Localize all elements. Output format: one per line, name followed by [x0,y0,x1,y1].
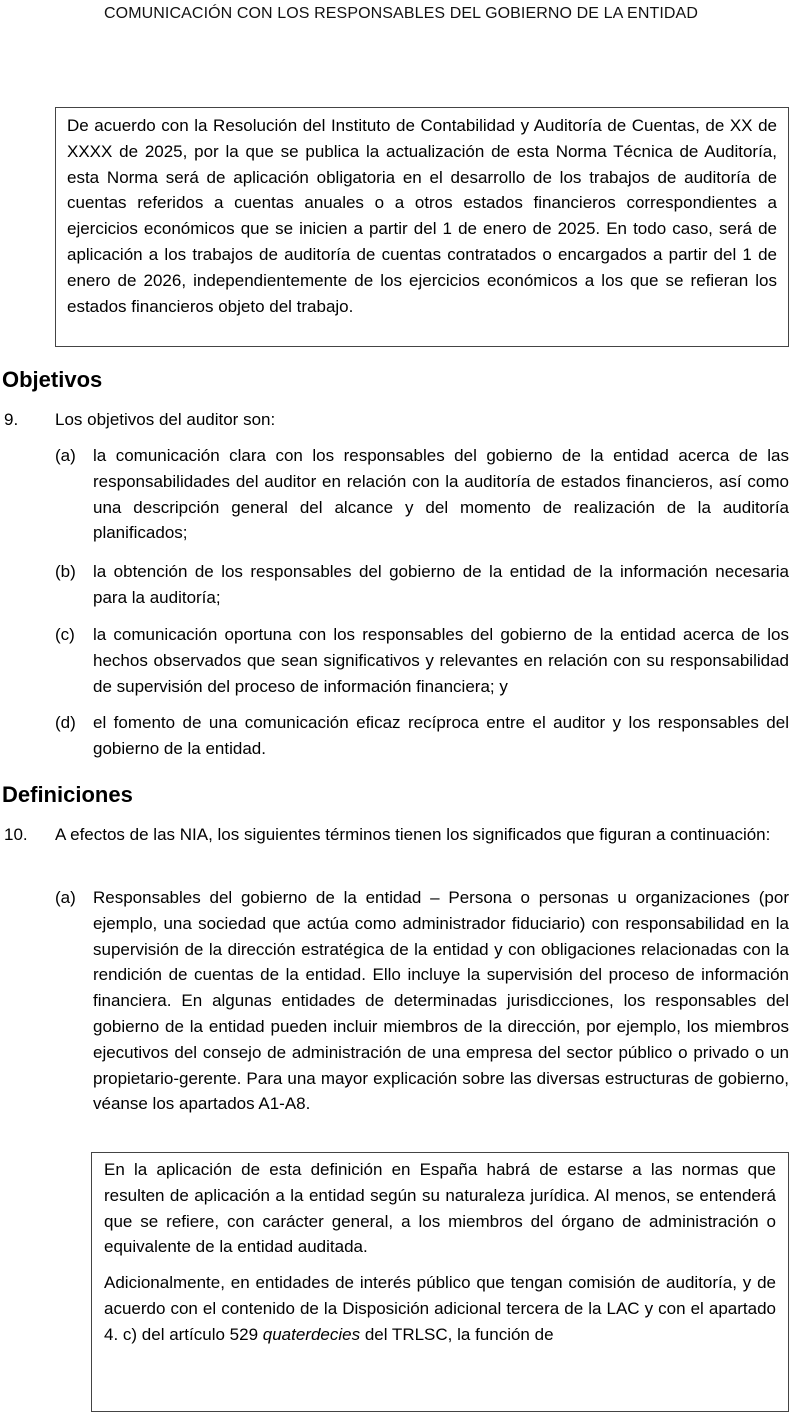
intro-note-box [55,107,789,347]
section-heading-definiciones: Definiciones [2,782,133,807]
item-text: el fomento de una comunicación eficaz recíproca entre el auditor y los responsables del gobierno de la entidad. [93,713,789,758]
spain-note-paragraph-1: En la aplicación de esta definición en España habrá de estarse a las normas que resulten de aplicación a la entidad según su naturaleza jurídica. Al menos, se entenderá que se refiere, con carácter general, a los miembros del órgano de administración o equivalente de la entidad auditada. [104,1160,776,1257]
paragraph-number: 10. [4,825,28,844]
paragraph-intro: A efectos de las NIA, los siguientes términos tienen los significados que figuran a continuación: [55,825,771,844]
list-item [55,710,789,762]
paragraph-intro: Los objetivos del auditor son: [55,410,276,429]
running-header: COMUNICACIÓN CON LOS RESPONSABLES DEL GOBIERNO DE LA ENTIDAD [104,5,698,22]
list-item [55,885,789,1117]
item-label: (c) [55,625,75,644]
list-item [55,443,789,546]
item-label: (a) [55,446,76,465]
paragraph-9 [0,407,802,433]
spain-note-box [91,1152,789,1412]
item-text: la obtención de los responsables del gobierno de la entidad de la información necesaria para la auditoría; [93,562,789,607]
paragraph-10 [0,822,802,874]
item-text: la comunicación clara con los responsables del gobierno de la entidad acerca de las responsabilidades del auditor en relación con la auditoría de estados financieros, así como una descripción general del alcance y del momento de realización de la auditoría planificados; [93,446,789,543]
item-label: (b) [55,562,76,581]
list-item [55,622,789,699]
spain-note-paragraph-2: Adicionalmente, en entidades de interés público que tengan comisión de auditoría, y de acuerdo con el contenido de la Disposición adicional tercera de la LAC y con el apartado 4. c) del artículo 529 quaterdecies del TRLSC, la función de [104,1273,776,1344]
item-label: (d) [55,713,76,732]
intro-note-text: De acuerdo con la Resolución del Instituto de Contabilidad y Auditoría de Cuentas, de XX de XXXX de 2025, por la que se publica la actualización de esta Norma Técnica de Auditoría, esta Norma será de aplicación obligatoria en el desarrollo de los trabajos de auditoría de cuentas referidos a cuentas anuales o a otros estados financieros correspondientes a ejercicios económicos que se inicien a partir del 1 de enero de 2025. En todo caso, será de aplicación a los trabajos de auditoría de cuentas contratados o encargados a partir del 1 de enero de 2026, independientemente de los ejercicios económicos a los que se refieran los estados financieros objeto del trabajo. [67,116,777,316]
item-text: Responsables del gobierno de la entidad – Persona o personas u organizaciones (por ejemplo, una sociedad que actúa como administrador fiduciario) con responsabilidad en la supervisión de la dirección estratégica de la entidad y con obligaciones relacionadas con la rendición de cuentas de la entidad. Ello incluye la supervisión del proceso de información financiera. En algunas entidades de determinadas jurisdicciones, los responsables del gobierno de la entidad pueden incluir miembros de la dirección, por ejemplo, los miembros ejecutivos del consejo de administración de una empresa del sector público o privado o un propietario-gerente. Para una mayor explicación sobre las diversas estructuras de gobierno, véanse los apartados A1-A8. [93,888,789,1114]
section-heading-objetivos: Objetivos [2,367,103,392]
item-label: (a) [55,888,76,907]
paragraph-number: 9. [4,410,19,429]
item-text: la comunicación oportuna con los responsables del gobierno de la entidad acerca de los hechos observados que sean significativos y relevantes en relación con su responsabilidad de supervisión del proceso de información financiera; y [93,625,789,696]
italic-term: quaterdecies [262,1324,361,1344]
list-item [55,559,789,611]
